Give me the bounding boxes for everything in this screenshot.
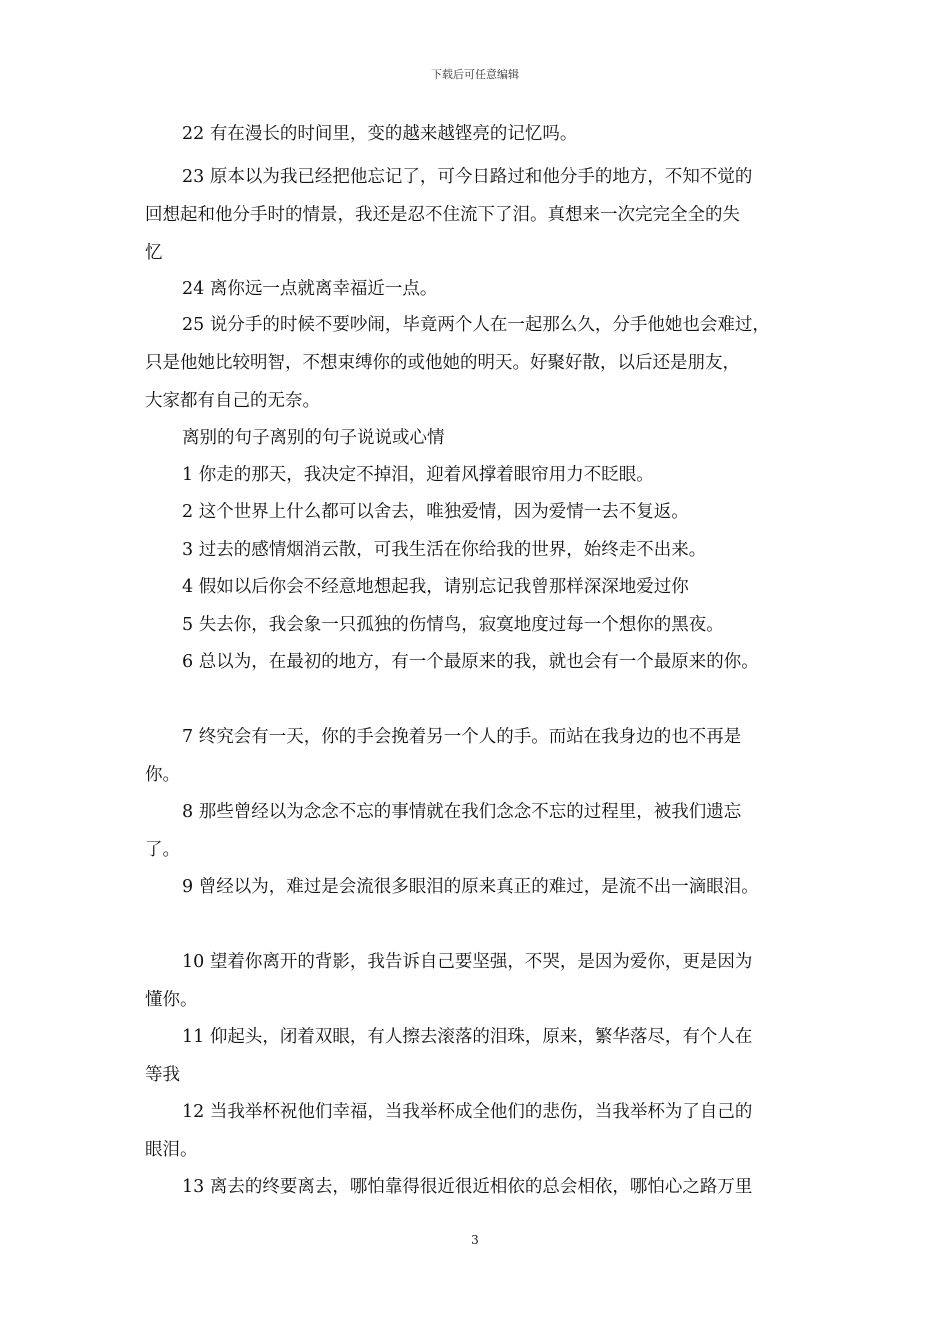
text-line: 7 终究会有一天，你的手会挽着另一个人的手。而站在我身边的也不再是 — [182, 727, 742, 747]
text-line: 23 原本以为我已经把他忘记了，可今日路过和他分手的地方，不知不觉的 — [182, 167, 753, 187]
text-line: 大家都有自己的无奈。 — [145, 391, 320, 411]
text-line: 眼泪。 — [145, 1140, 198, 1160]
text-line: 24 离你远一点就离幸福近一点。 — [182, 279, 438, 299]
page-number: 3 — [471, 1233, 479, 1247]
text-line: 忆 — [145, 243, 163, 263]
text-line: 22 有在漫长的时间里，变的越来越铿亮的记忆吗。 — [182, 124, 578, 144]
page-header: 下载后可任意编辑 — [431, 68, 519, 81]
text-line: 1 你走的那天，我决定不掉泪，迎着风撑着眼帘用力不眨眼。 — [182, 465, 654, 485]
text-line: 了。 — [145, 840, 180, 860]
text-line: 12 当我举杯祝他们幸福，当我举杯成全他们的悲伤，当我举杯为了自己的 — [182, 1102, 753, 1122]
text-line: 等我 — [145, 1065, 180, 1085]
text-line: 5 失去你，我会象一只孤独的伤情鸟，寂寞地度过每一个想你的黑夜。 — [182, 615, 724, 635]
text-line: 11 仰起头，闭着双眼，有人擦去滚落的泪珠，原来，繁华落尽，有个人在 — [182, 1027, 753, 1047]
text-line: 13 离去的终要离去，哪怕靠得很近很近相依的总会相依，哪怕心之路万里 — [182, 1177, 753, 1197]
text-line: 10 望着你离开的背影，我告诉自己要坚强，不哭，是因为爱你，更是因为 — [182, 952, 753, 972]
text-line: 25 说分手的时候不要吵闹，毕竟两个人在一起那么久，分手他她也会难过， — [182, 315, 770, 335]
text-line: 2 这个世界上什么都可以舍去，唯独爱情，因为爱情一去不复返。 — [182, 502, 689, 522]
section-heading: 离别的句子离别的句子说说或心情 — [182, 428, 445, 448]
text-line: 4 假如以后你会不经意地想起我，请别忘记我曾那样深深地爱过你 — [182, 577, 689, 597]
text-line: 3 过去的感情烟消云散，可我生活在你给我的世界，始终走不出来。 — [182, 540, 707, 560]
text-line: 只是他她比较明智，不想束缚你的或他她的明天。好聚好散，以后还是朋友， — [145, 353, 740, 373]
text-line: 你。 — [145, 765, 180, 785]
text-line: 8 那些曾经以为念念不忘的事情就在我们念念不忘的过程里，被我们遗忘 — [182, 802, 742, 822]
text-line: 6 总以为，在最初的地方，有一个最原来的我，就也会有一个最原来的你。 — [182, 652, 759, 672]
text-line: 9 曾经以为，难过是会流很多眼泪的原来真正的难过，是流不出一滴眼泪。 — [182, 877, 759, 897]
text-line: 回想起和他分手时的情景，我还是忍不住流下了泪。真想来一次完完全全的失 — [145, 205, 740, 225]
text-line: 懂你。 — [145, 990, 198, 1010]
